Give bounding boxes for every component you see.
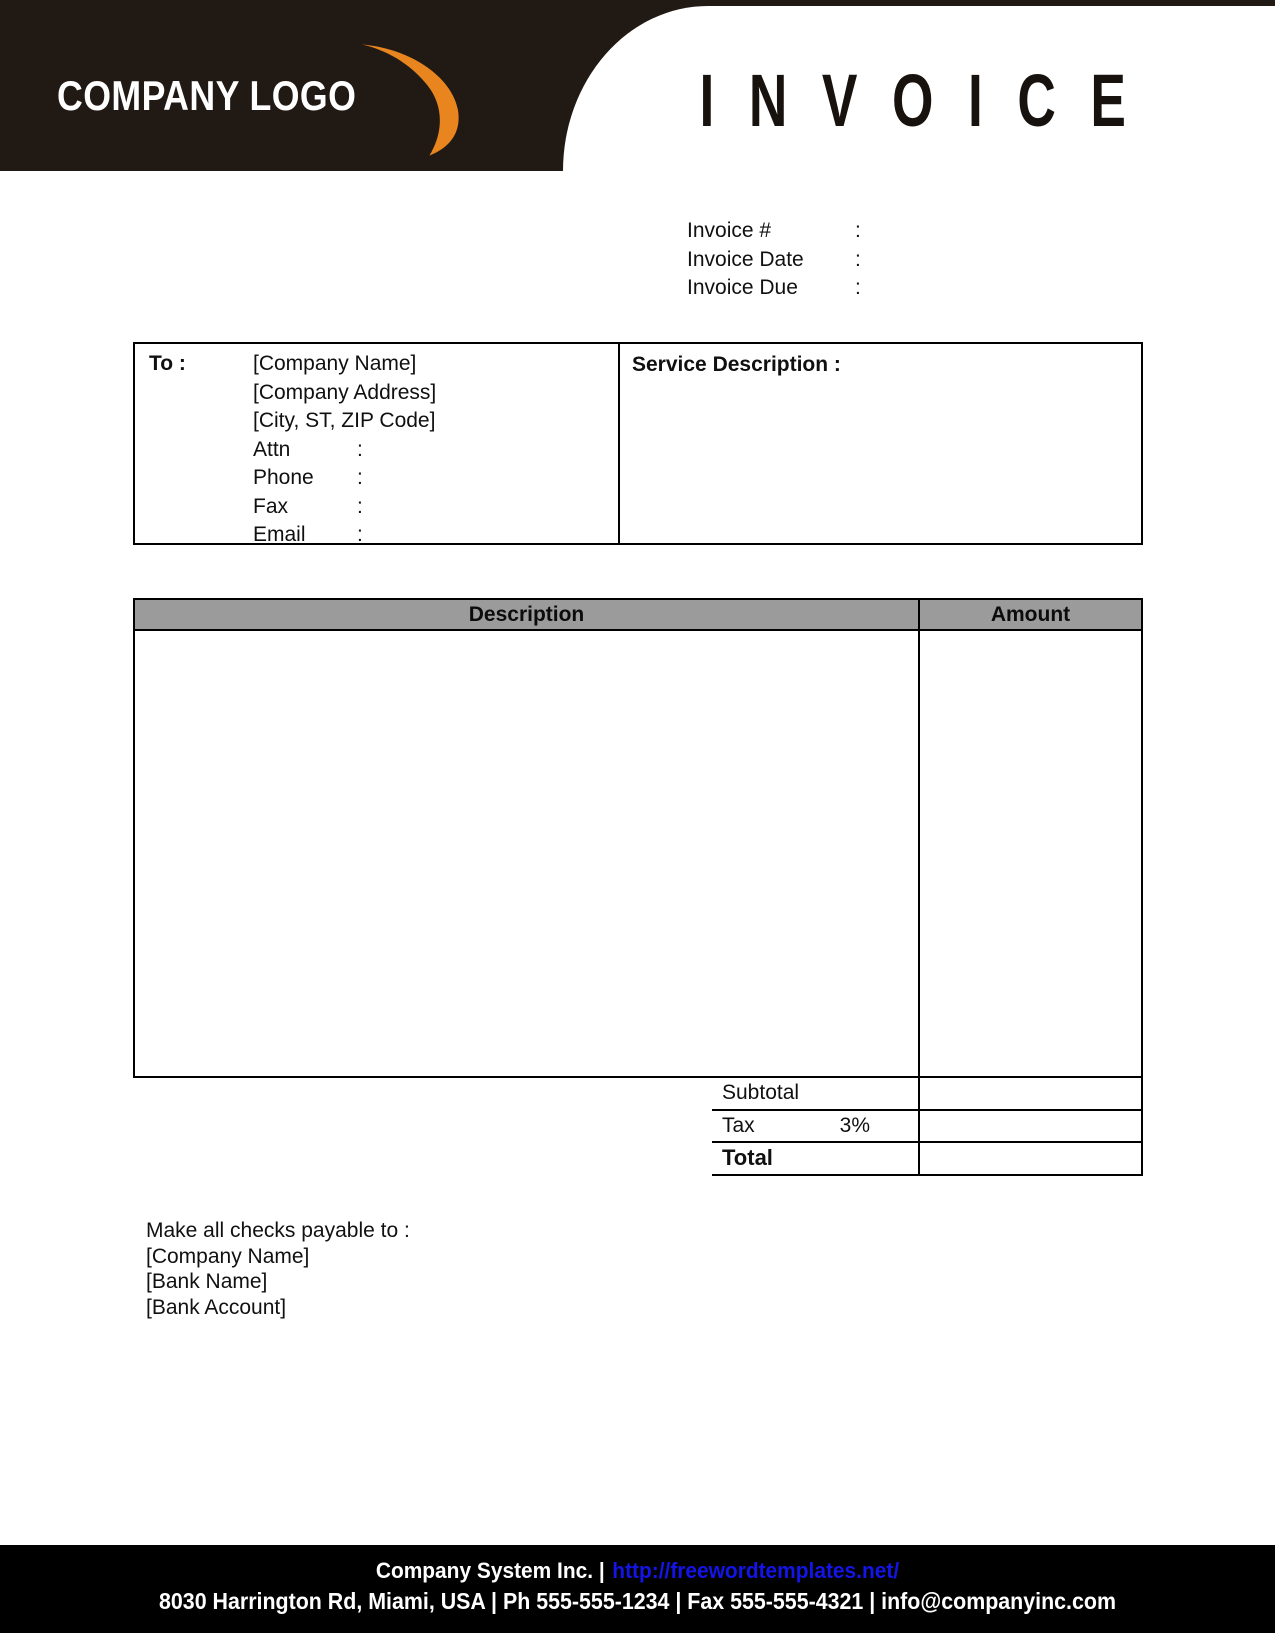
payable-bank-account: [Bank Account] [146, 1295, 287, 1319]
attn-row [253, 436, 495, 465]
service-description-cell [618, 344, 1141, 543]
fax-field[interactable] [375, 493, 495, 522]
subtotal-label-cell [712, 1078, 918, 1109]
attn-label: Attn [253, 437, 291, 461]
email-field[interactable] [375, 521, 495, 550]
to-label: To : [149, 352, 186, 375]
total-row [712, 1143, 1143, 1176]
payable-section [146, 1218, 410, 1320]
tax-value-cell[interactable] [918, 1111, 1141, 1142]
email-label: Email [253, 523, 306, 546]
items-table [133, 598, 1143, 1078]
colon: : [357, 523, 363, 546]
recipient-city-state-zip[interactable]: [City, ST, ZIP Code] [253, 409, 436, 432]
fax-label: Fax [253, 494, 289, 518]
recipient-company-address[interactable]: [Company Address] [253, 380, 437, 404]
total-label-cell [712, 1143, 918, 1174]
subtotal-label: Subtotal [722, 1081, 800, 1105]
subtotal-value-cell[interactable] [918, 1078, 1141, 1109]
amount-column-header: Amount [918, 600, 1141, 629]
items-table-body [135, 631, 1141, 1076]
description-column-header: Description [468, 602, 585, 626]
fax-row [253, 493, 495, 522]
invoice-date-label: Invoice Date [687, 247, 804, 271]
logo-swoosh-icon [352, 38, 462, 156]
colon: : [855, 247, 861, 271]
footer-contact-line: 8030 Harrington Rd, Miami, USA | Ph 555-555-1234 | Fax 555-555-4321 | info@companyinc.com [159, 1588, 1116, 1614]
invoice-date-field[interactable] [877, 248, 1027, 272]
payable-company-name: [Company Name] [146, 1244, 310, 1268]
colon: : [357, 494, 363, 518]
service-description-label: Service Description : [632, 353, 841, 376]
invoice-meta [687, 217, 1027, 303]
colon: : [357, 437, 363, 461]
payable-heading: Make all checks payable to : [146, 1219, 410, 1242]
invoice-date-row [687, 246, 1027, 275]
company-logo-text: COMPANY LOGO [57, 72, 357, 119]
email-row [253, 521, 495, 550]
colon: : [357, 466, 363, 489]
total-label: Total [722, 1145, 773, 1171]
items-table-header [135, 600, 1141, 631]
footer-website-link[interactable]: http://freewordtemplates.net/ [612, 1558, 900, 1583]
recipient-company-name[interactable]: [Company Name] [253, 352, 417, 375]
phone-label: Phone [253, 466, 314, 489]
invoice-due-field[interactable] [877, 276, 1027, 300]
tax-label-cell [712, 1111, 918, 1142]
page-footer [0, 1545, 1275, 1633]
invoice-due-row [687, 274, 1027, 303]
amount-cell[interactable] [918, 631, 1141, 1076]
colon: : [855, 219, 861, 243]
footer-company-text: Company System Inc. | [375, 1558, 605, 1583]
description-cell[interactable] [135, 631, 918, 1076]
invoice-number-field[interactable] [877, 219, 1027, 243]
invoice-number-row [687, 217, 1027, 246]
recipient-details [253, 350, 495, 546]
recipient-cell [135, 344, 618, 546]
invoice-number-label: Invoice # [687, 219, 772, 243]
invoice-due-label: Invoice Due [687, 276, 798, 300]
attn-field[interactable] [375, 436, 495, 465]
page-title: INVOICE [699, 59, 1161, 142]
totals-section [712, 1078, 1143, 1176]
phone-field[interactable] [375, 464, 495, 493]
total-value-cell[interactable] [918, 1143, 1141, 1174]
payable-bank-name: [Bank Name] [146, 1270, 268, 1293]
colon: : [855, 276, 861, 300]
footer-company-line [32, 1556, 1243, 1586]
tax-rate: 3% [839, 1113, 870, 1137]
subtotal-row [712, 1078, 1143, 1111]
service-description-field[interactable] [632, 379, 1141, 509]
tax-row [712, 1111, 1143, 1144]
tax-label: Tax [722, 1113, 755, 1137]
recipient-service-box [133, 342, 1143, 545]
phone-row [253, 464, 495, 493]
invoice-title-panel [563, 6, 1275, 171]
